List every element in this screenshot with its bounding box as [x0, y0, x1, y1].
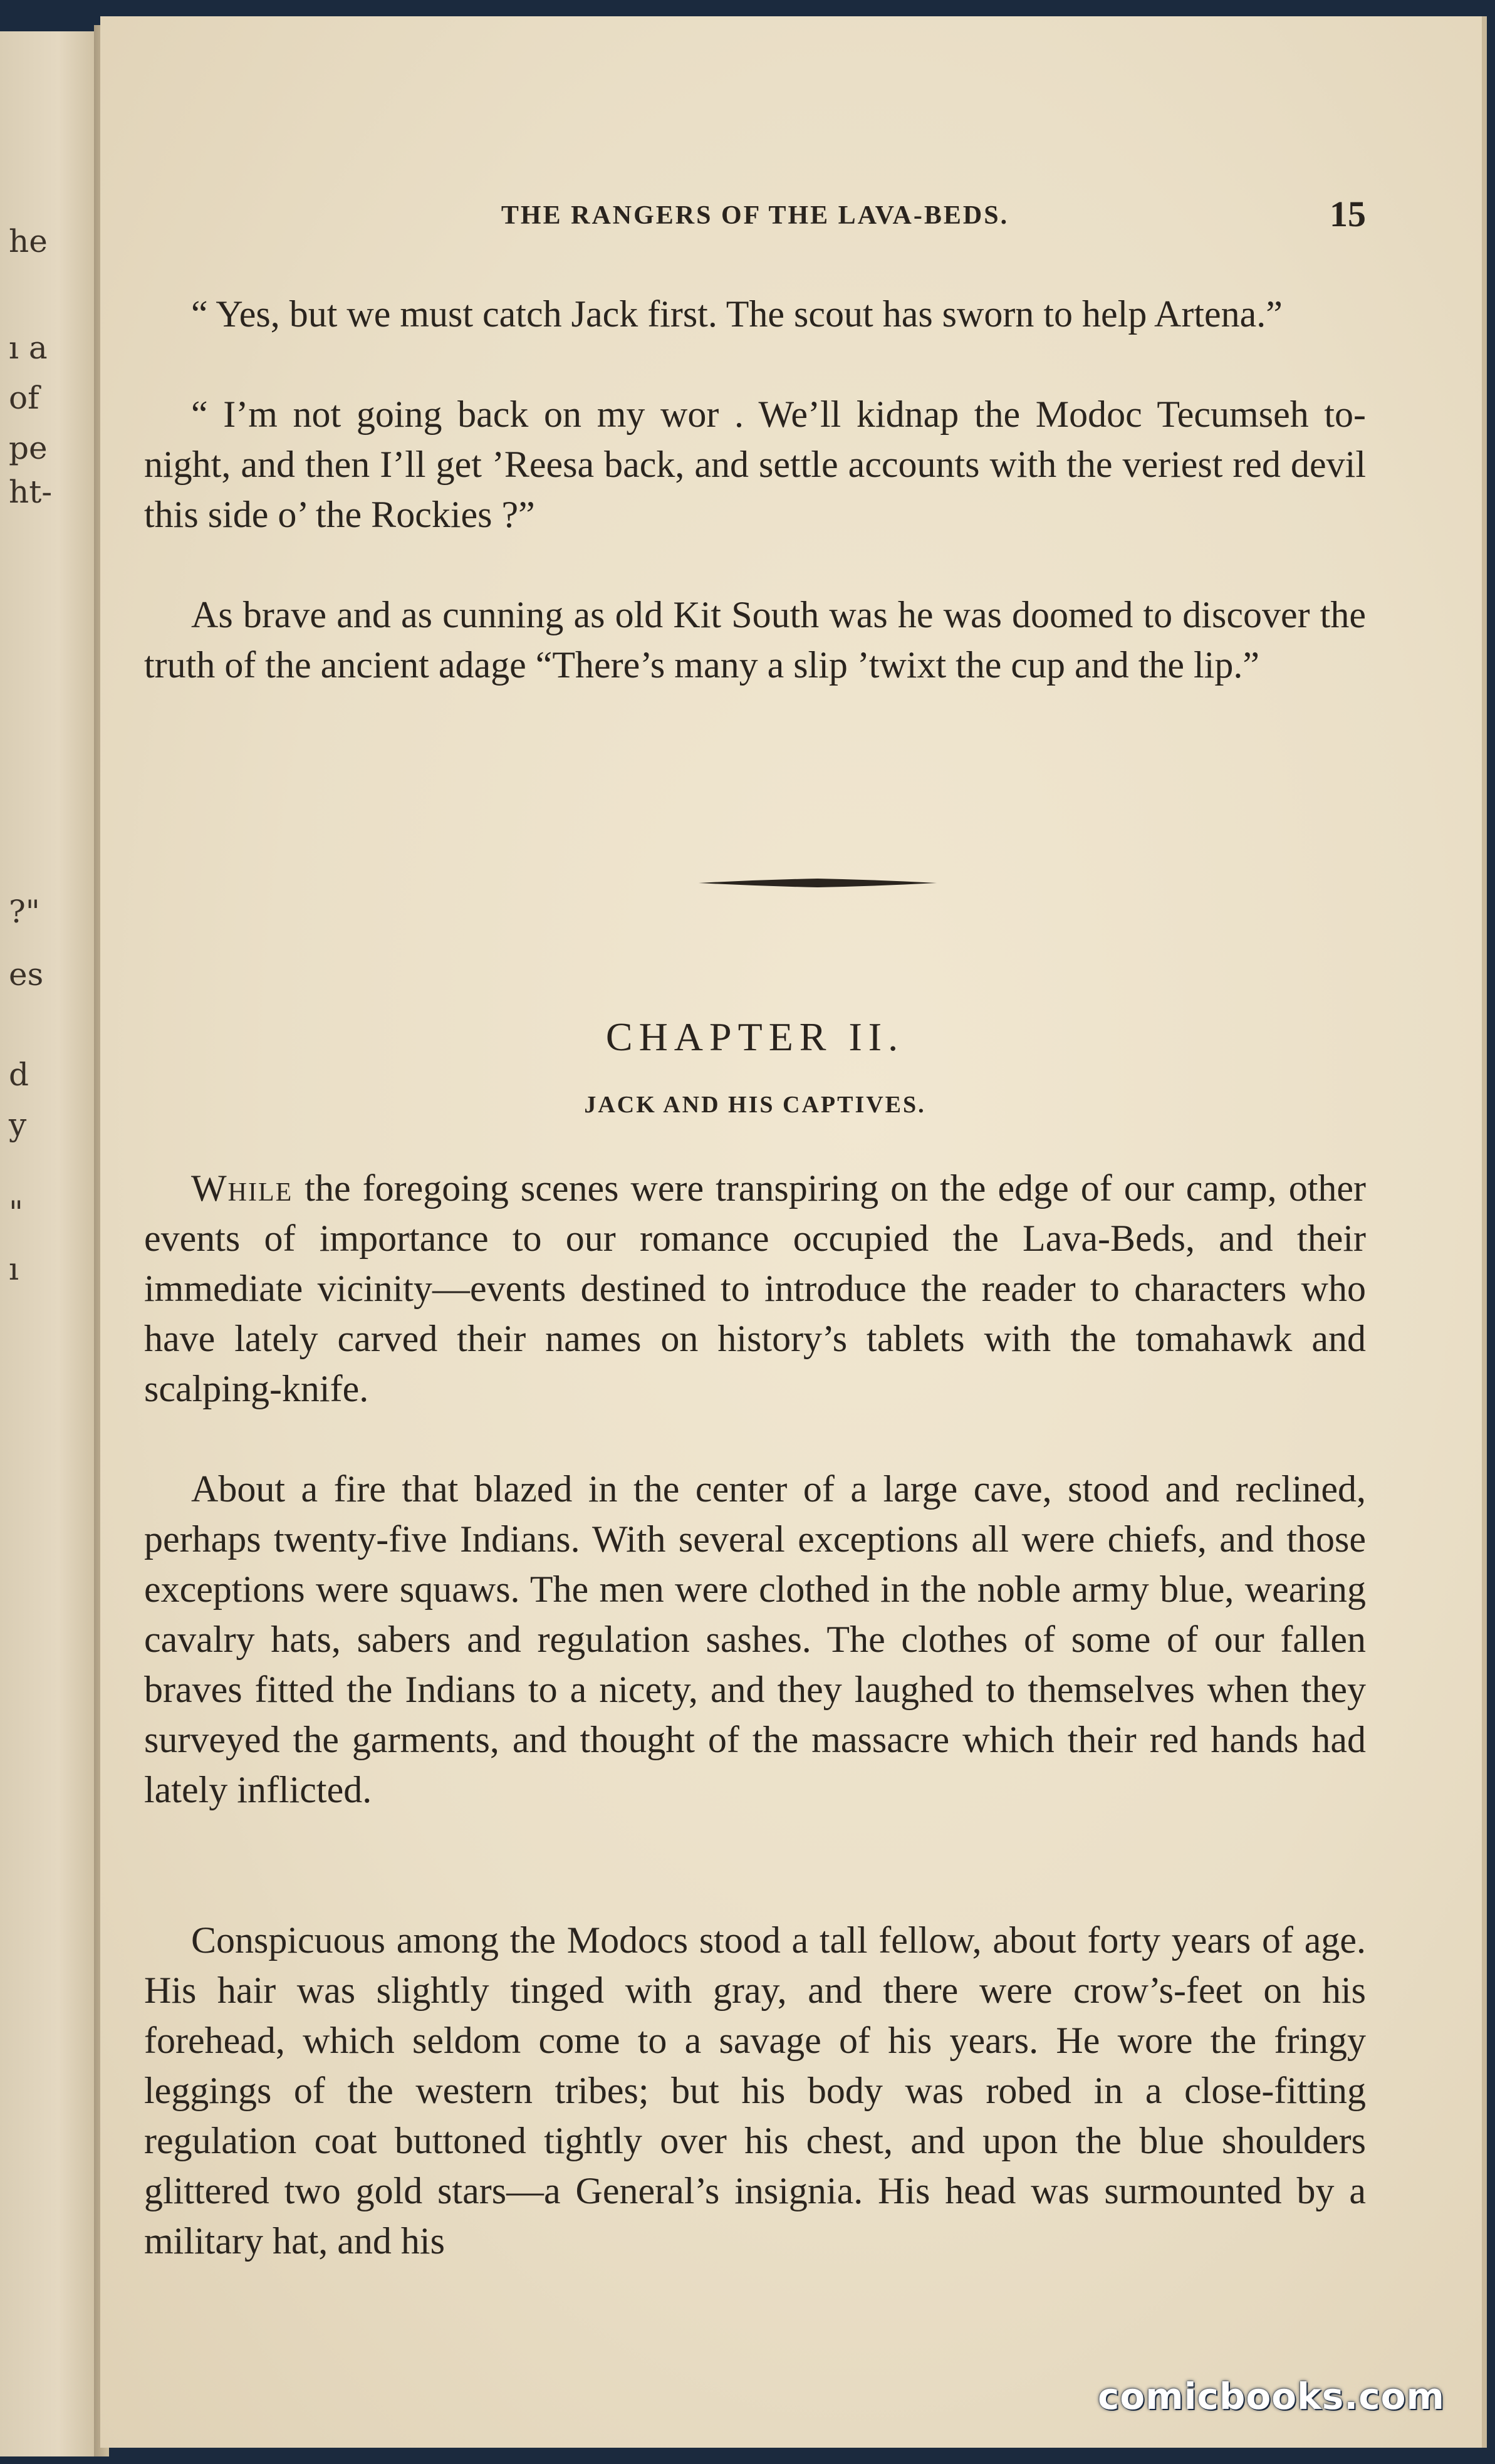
left-fragment: " — [9, 1194, 23, 1231]
paragraph: Conspicuous among the Modocs stood a tall fellow, about forty years of age. His hair was slightly tinged with gray, and there were crow’s-feet on his forehead, which seldom come to a savage of his years. He wore the fringy leggings of the western tribes; but his body was robed in a close-fitting regulation coat buttoned tightly over his chest, and upon the blue shoulders glittered two gold stars—a General’s insignia. His head was surmounted by a military hat, and his — [144, 1919, 1366, 2262]
paragraph — [144, 1163, 1366, 1414]
left-page-text-fragments — [0, 31, 97, 2456]
left-fragment: d — [9, 1057, 29, 1093]
left-fragment: y — [9, 1107, 27, 1143]
left-fragment: ?" — [9, 894, 40, 930]
page-text-block — [144, 16, 1422, 2448]
left-fragment: he — [9, 223, 48, 259]
book-page — [100, 16, 1487, 2448]
left-fragment: pe — [9, 430, 48, 466]
running-head-title: THE RANGERS OF THE LAVA-BEDS. — [501, 201, 1009, 230]
paragraph: “ I’m not going back on my wor . We’ll kidnap the Modoc Tecumseh to-night, and then I’ll get ’Reesa back, and settle accounts with the veriest red devil this side o’ the Rockies ?” — [144, 394, 1366, 535]
left-fragment: ı — [9, 1251, 19, 1287]
chapter-title: JACK AND HIS CAPTIVES. — [584, 1092, 926, 1118]
watermark: comicbooks.com — [1098, 2375, 1445, 2418]
left-fragment: of — [9, 380, 39, 416]
left-fragment: ht- — [9, 474, 53, 510]
paragraph: As brave and as cunning as old Kit South was he was doomed to discover the truth of the ancient adage “There’s many a slip ’twixt the cup and the lip.” — [144, 594, 1366, 686]
left-fragment: es — [9, 956, 44, 993]
chapter-heading: CHAPTER II. — [605, 1015, 905, 1059]
paragraph: About a fire that blazed in the center of a large cave, stood and reclined, perhaps twenty-five Indians. With several exceptions all were chiefs, and those exceptions were squaws. The men were clothed in the noble army blue, wearing cavalry hats, sabers and regulation sashes. The clothes of some of our fallen braves fitted the Indians to a nicety, and they laughed to themselves when they surveyed the garments, and thought of the massacre which their red hands had lately inflicted. — [144, 1468, 1366, 1810]
paragraph: “ Yes, but we must catch Jack first. The scout has sworn to help Artena.” — [191, 293, 1283, 335]
paragraph-text: the foregoing scenes were transpiring on the edge of our camp, other events of importance to our romance occupied the Lava-Beds, and their immediate vicinity—events destined to introduce the reader to characters who have lately carved their names on history’s tablets with the tomahawk and scalping-knife. — [144, 1167, 1366, 1409]
running-head — [144, 193, 1366, 237]
left-fragment: ı a — [9, 330, 48, 366]
left-page-edge — [0, 31, 97, 2456]
drop-word: While — [191, 1167, 293, 1209]
page-number: 15 — [1330, 194, 1366, 234]
section-break-rule — [699, 876, 937, 890]
